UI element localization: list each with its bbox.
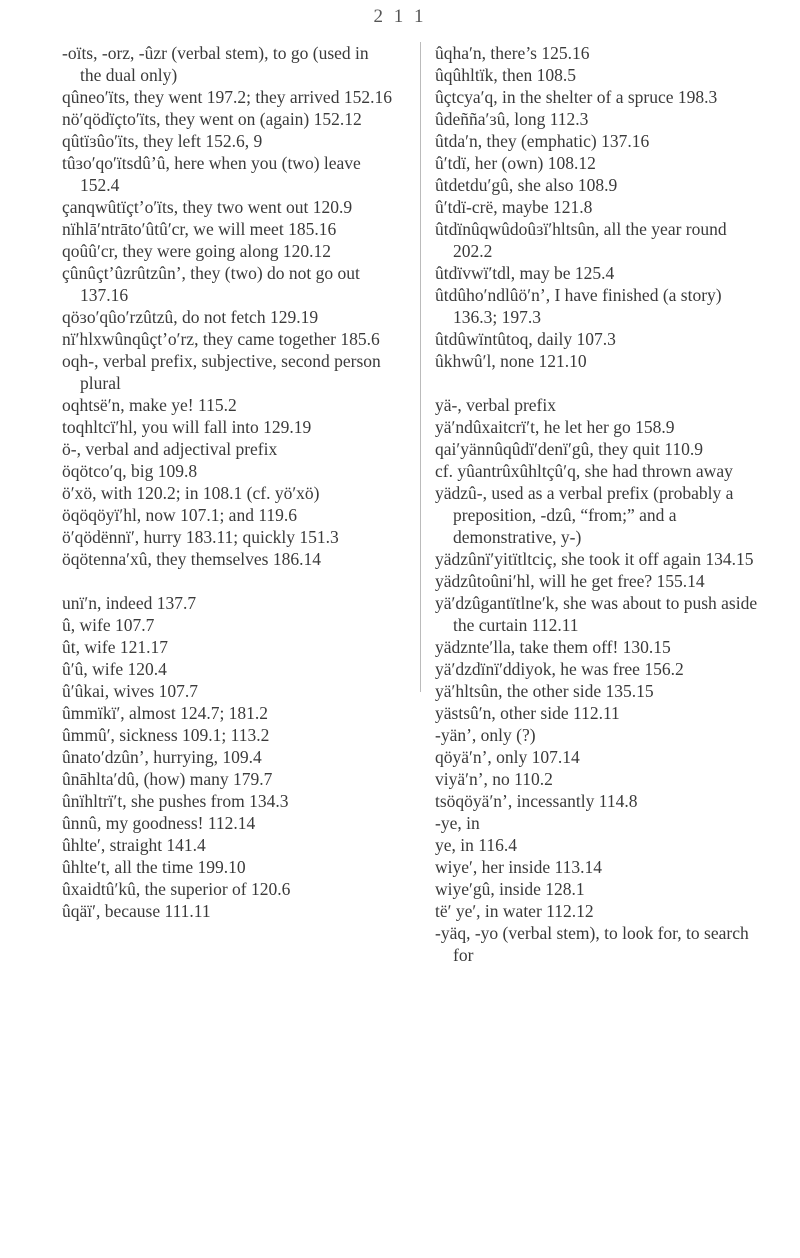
glossary-entry: çanqwûtïçtʼoʹïts, they two went out 120.9 — [62, 197, 353, 217]
glossary-entry: yäʹdzdïnïʹddiyok, he was free 156.2 — [435, 659, 684, 679]
left-column — [62, 42, 392, 922]
glossary-entry: ûdeññaʹɜû, long 112.3 — [435, 109, 589, 129]
glossary-entry: qöɜoʹqûoʹrzûtzû, do not fetch 129.19 — [62, 307, 319, 327]
glossary-entry: ûxaidtûʹkû, the superior of 120.6 — [62, 879, 291, 899]
glossary-entry: -oïts, -orz, -ûzr (verbal stem), to go (used in the dual only) — [62, 43, 369, 85]
glossary-entry: yädzû-, used as a verbal prefix (probably a preposition, -dzû, “from;” and a demonstrative, y-) — [435, 483, 734, 547]
glossary-entry: yäʹhltsûn, the other side 135.15 — [435, 681, 654, 701]
glossary-entry: ûtdïnûqwûdoûɜïʹhltsûn, all the year round 202.2 — [435, 219, 727, 261]
glossary-entry: wiyeʹ, her inside 113.14 — [435, 857, 602, 877]
glossary-entry: ût, wife 121.17 — [62, 637, 168, 657]
glossary-entry: ûnnû, my goodness! 112.14 — [62, 813, 256, 833]
glossary-entry: qoûûʹcr, they were going along 120.12 — [62, 241, 331, 261]
glossary-entry: viyäʹn’, no 110.2 — [435, 769, 553, 789]
glossary-entry: qöyäʹn’, only 107.14 — [435, 747, 580, 767]
glossary-entry: öʹqödënnïʹ, hurry 183.11; quickly 151.3 — [62, 527, 339, 547]
glossary-entry: qûneoʹïts, they went 197.2; they arrived 152.16 — [62, 87, 392, 107]
glossary-entry: ûhlteʹt, all the time 199.10 — [62, 857, 246, 877]
right-column — [435, 42, 770, 966]
glossary-entry: ûtdûwïntûtoq, daily 107.3 — [435, 329, 616, 349]
glossary-entry: oqhtsëʹn, make ye! 115.2 — [62, 395, 237, 415]
glossary-entry: nöʹqödïçtoʹïts, they went on (again) 152.12 — [62, 109, 362, 129]
glossary-entry: yäʹndûxaitcrïʹt, he let her go 158.9 — [435, 417, 675, 437]
column-divider — [420, 42, 421, 692]
glossary-entry: yästsûʹn, other side 112.11 — [435, 703, 620, 723]
glossary-entry: ûʹûkai, wives 107.7 — [62, 681, 199, 701]
glossary-entry: -ye, in — [435, 813, 480, 833]
glossary-entry: öʹxö, with 120.2; in 108.1 (cf. yöʹxö) — [62, 483, 320, 503]
glossary-entry: toqhltcïʹhl, you will fall into 129.19 — [62, 417, 312, 437]
glossary-entry: unïʹn, indeed 137.7 — [62, 593, 197, 613]
glossary-entry: ûtdûhoʹndlûöʹn’, I have finished (a story) 136.3; 197.3 — [435, 285, 722, 327]
glossary-entry: ûqäïʹ, because 111.11 — [62, 901, 211, 921]
glossary-entry: tûɜoʹqoʹïtsdûʼû, here when you (two) leave 152.4 — [62, 153, 361, 195]
glossary-entry: öqötennaʹxû, they themselves 186.14 — [62, 549, 321, 569]
glossary-entry: yä-, verbal prefix — [435, 395, 556, 415]
page-number: 2 1 1 — [373, 6, 427, 27]
glossary-entry: û, wife 107.7 — [62, 615, 155, 635]
glossary-entry: ûqhaʹn, there’s 125.16 — [435, 43, 590, 63]
glossary-entry: ûhlteʹ, straight 141.4 — [62, 835, 206, 855]
glossary-entry: oqh-, verbal prefix, subjective, second person plural — [62, 351, 381, 393]
glossary-entry: yädzûtoûniʹhl, will he get free? 155.14 — [435, 571, 705, 591]
glossary-entry: çûnûçtʼûzrûtzûn’, they (two) do not go out 137.16 — [62, 263, 360, 305]
glossary-entry: -yän’, only (?) — [435, 725, 536, 745]
glossary-entry: ûtdetduʹgû, she also 108.9 — [435, 175, 618, 195]
glossary-entry: yäʹdzûgantïtlneʹk, she was about to push aside the curtain 112.11 — [435, 593, 758, 635]
glossary-entry: ûnāhltaʹdû, (how) many 179.7 — [62, 769, 273, 789]
glossary-entry: ûtdïvwïʹtdl, may be 125.4 — [435, 263, 615, 283]
glossary-entry: ûçtcyaʹq, in the shelter of a spruce 198.3 — [435, 87, 718, 107]
glossary-entry: ö-, verbal and adjectival prefix — [62, 439, 278, 459]
section-gap — [62, 570, 392, 592]
glossary-entry: ûqûhltïk, then 108.5 — [435, 65, 576, 85]
glossary-entry: ye, in 116.4 — [435, 835, 517, 855]
glossary-entry: ûkhwûʹl, none 121.10 — [435, 351, 587, 371]
glossary-entry: ûmmûʹ, sickness 109.1; 113.2 — [62, 725, 270, 745]
glossary-entry: ûʹtdï, her (own) 108.12 — [435, 153, 596, 173]
glossary-entry: qûtïɜûoʹïts, they left 152.6, 9 — [62, 131, 263, 151]
glossary-entry: öqöqöyïʹhl, now 107.1; and 119.6 — [62, 505, 298, 525]
glossary-entry: öqötcoʹq, big 109.8 — [62, 461, 198, 481]
glossary-entry: wiyeʹgû, inside 128.1 — [435, 879, 585, 899]
glossary-entry: nïʹhlxwûnqûçtʼoʹrz, they came together 185.6 — [62, 329, 380, 349]
glossary-entry: qaiʹyännûqûdïʹdenïʹgû, they quit 110.9 — [435, 439, 703, 459]
glossary-entry: tsöqöyäʹn’, incessantly 114.8 — [435, 791, 638, 811]
glossary-entry: ûtdaʹn, they (emphatic) 137.16 — [435, 131, 650, 151]
section-gap — [435, 372, 770, 394]
glossary-entry: cf. yûantrûxûhltçûʹq, she had thrown away — [435, 461, 733, 481]
glossary-entry: nïhlāʹntrātoʹûtûʹcr, we will meet 185.16 — [62, 219, 337, 239]
glossary-entry: -yäq, -yo (verbal stem), to look for, to search for — [435, 923, 749, 965]
glossary-entry: yädzûnïʹyitïtltciç, she took it off again 134.15 — [435, 549, 754, 569]
glossary-entry: ûnïhltrïʹt, she pushes from 134.3 — [62, 791, 289, 811]
glossary-entry: ûʹû, wife 120.4 — [62, 659, 167, 679]
glossary-entry: ûnatoʹdzûn’, hurrying, 109.4 — [62, 747, 262, 767]
glossary-entry: ûʹtdï-crë, maybe 121.8 — [435, 197, 593, 217]
glossary-entry: tëʹ yeʹ, in water 112.12 — [435, 901, 594, 921]
glossary-entry: ûmmïkïʹ, almost 124.7; 181.2 — [62, 703, 269, 723]
glossary-entry: yädznteʹlla, take them off! 130.15 — [435, 637, 671, 657]
